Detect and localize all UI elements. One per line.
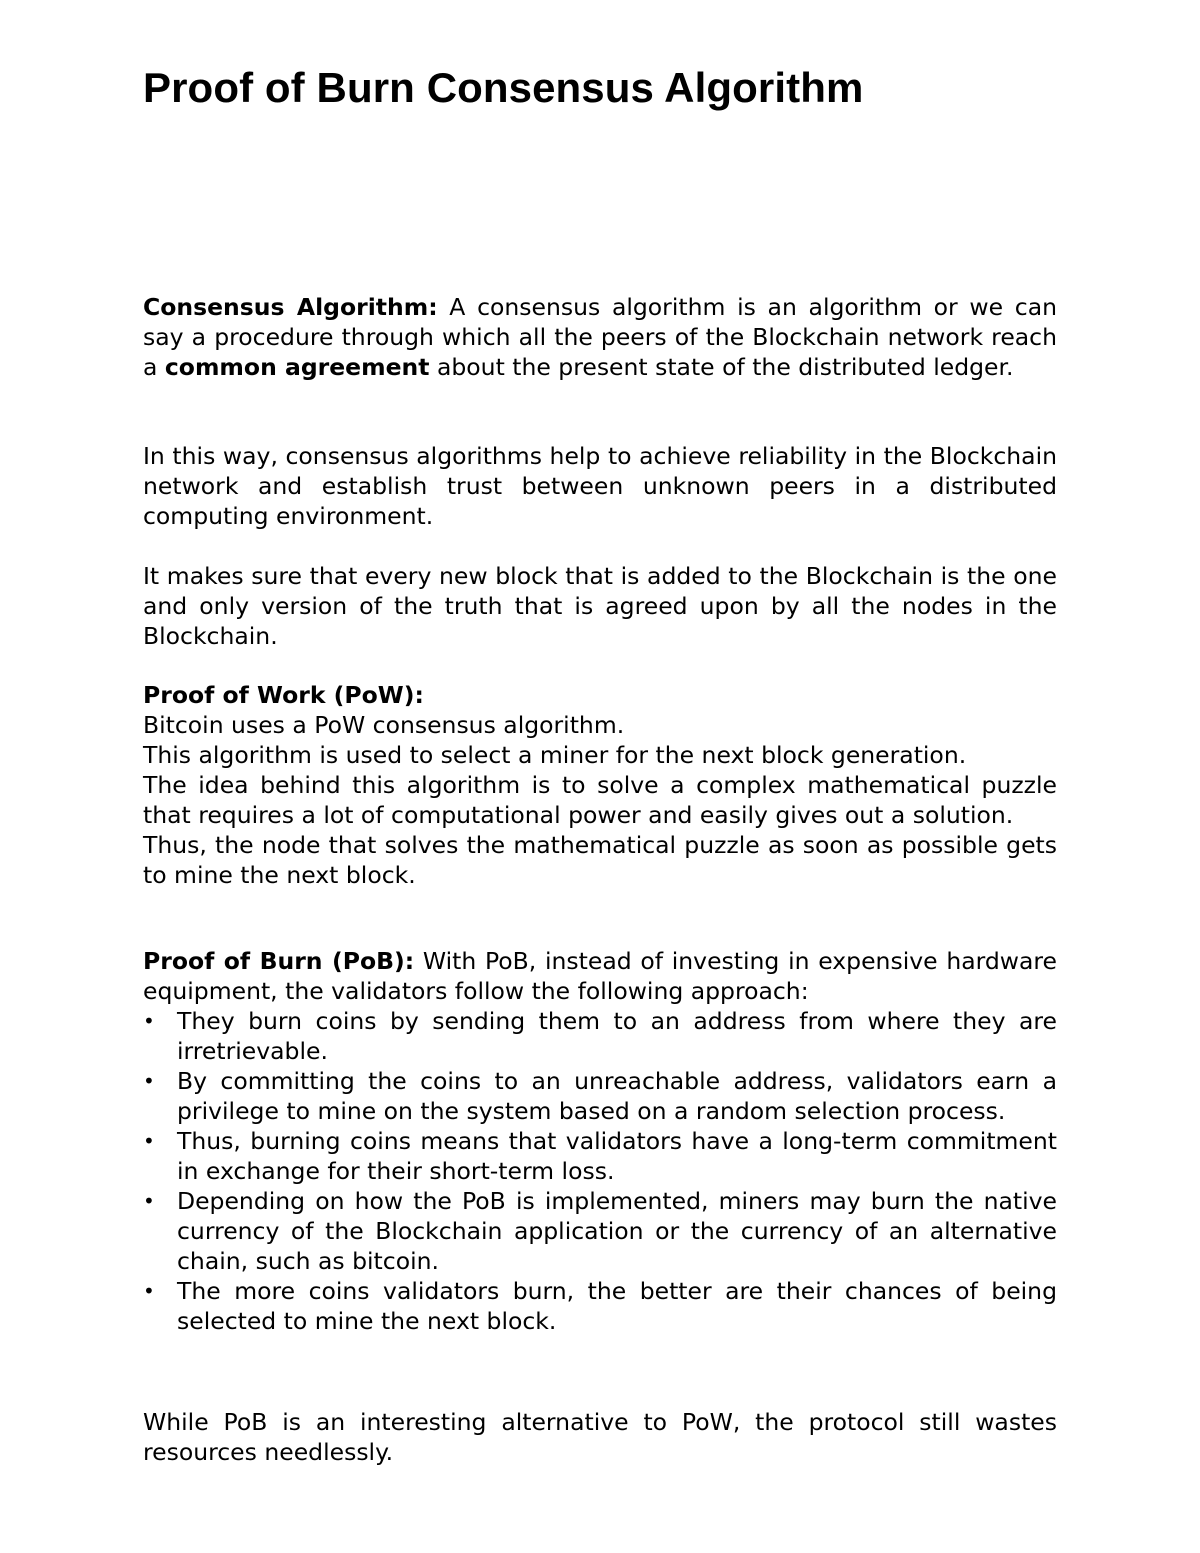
bullet-text: Thus, burning coins means that validators have a long-term commitment in exchange for their short-term loss. bbox=[177, 1127, 1057, 1185]
consensus-paragraph bbox=[143, 292, 1057, 382]
pow-section bbox=[143, 680, 1057, 890]
list-item bbox=[143, 1126, 1057, 1186]
pob-intro bbox=[143, 946, 1057, 1006]
bullet-icon: • bbox=[143, 1279, 155, 1303]
pob-intro-text: With PoB, instead of investing in expensive hardware equipment, the validators follow the following approach: bbox=[143, 947, 1057, 1005]
pow-line-1: Bitcoin uses a PoW consensus algorithm. bbox=[143, 711, 625, 739]
list-item bbox=[143, 1066, 1057, 1126]
consensus-text-2: about the present state of the distributed ledger. bbox=[429, 353, 1014, 381]
bullet-text: By committing the coins to an unreachable address, validators earn a privilege to mine on the system based on a random selection process. bbox=[177, 1067, 1057, 1125]
list-item bbox=[143, 1186, 1057, 1276]
common-agreement-emphasis: common agreement bbox=[164, 353, 430, 381]
list-item bbox=[143, 1276, 1057, 1336]
bullet-icon: • bbox=[143, 1069, 155, 1093]
pow-line-2: This algorithm is used to select a miner for the next block generation. bbox=[143, 741, 967, 769]
bullet-text: They burn coins by sending them to an address from where they are irretrievable. bbox=[177, 1007, 1057, 1065]
list-item bbox=[143, 1006, 1057, 1066]
pow-line-4: Thus, the node that solves the mathematical puzzle as soon as possible gets to mine the next block. bbox=[143, 831, 1057, 889]
reliability-paragraph: In this way, consensus algorithms help to achieve reliability in the Blockchain network and establish trust between unknown peers in a distributed computing environment. bbox=[143, 442, 1057, 530]
bullet-text: The more coins validators burn, the better are their chances of being selected to mine the next block. bbox=[177, 1277, 1057, 1335]
page-title: Proof of Burn Consensus Algorithm bbox=[143, 64, 864, 111]
bullet-icon: • bbox=[143, 1009, 155, 1033]
bullet-icon: • bbox=[143, 1129, 155, 1153]
pow-heading: Proof of Work (PoW): bbox=[143, 681, 424, 709]
pob-heading: Proof of Burn (PoB): bbox=[143, 947, 415, 975]
consensus-label: Consensus Algorithm: bbox=[143, 293, 438, 321]
consensus-text-1: A consensus algorithm is an algorithm or we can say a procedure through which all the peers of the Blockchain network reach a bbox=[143, 293, 1057, 381]
truth-paragraph: It makes sure that every new block that is added to the Blockchain is the one and only version of the truth that is agreed upon by all the nodes in the Blockchain. bbox=[143, 562, 1057, 650]
bullet-icon: • bbox=[143, 1189, 155, 1213]
conclusion-paragraph: While PoB is an interesting alternative to PoW, the protocol still wastes resources needlessly. bbox=[143, 1408, 1057, 1466]
bullet-text: Depending on how the PoB is implemented, miners may burn the native currency of the Blockchain application or the currency of an alternative chain, such as bitcoin. bbox=[177, 1187, 1057, 1275]
pow-line-3: The idea behind this algorithm is to solve a complex mathematical puzzle that requires a lot of computational power and easily gives out a solution. bbox=[143, 771, 1057, 829]
pob-section bbox=[143, 946, 1057, 1336]
document-page bbox=[143, 64, 1057, 1466]
pob-bullet-list bbox=[143, 1006, 1057, 1336]
